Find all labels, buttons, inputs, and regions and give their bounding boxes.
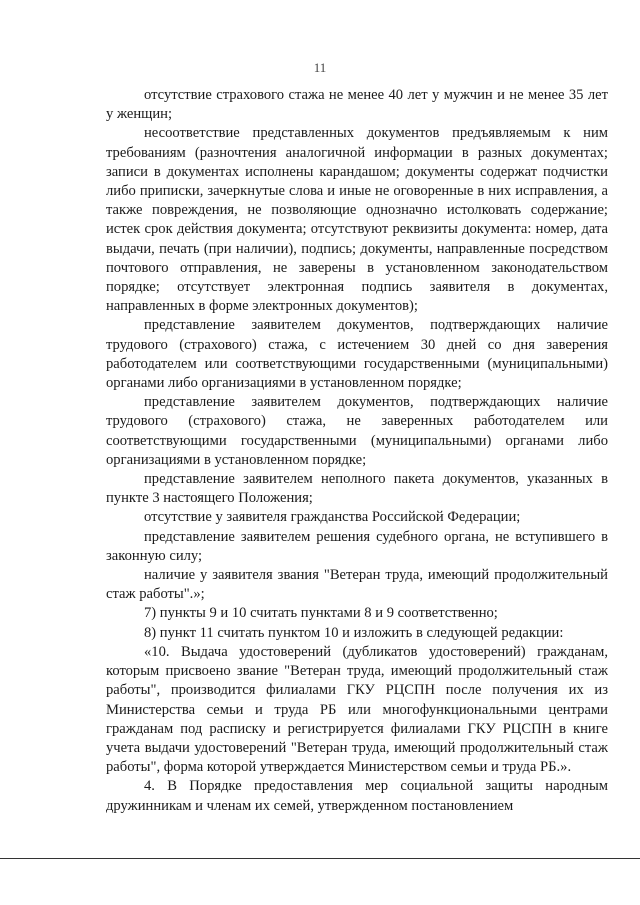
paragraph: представление заявителем документов, подтверждающих наличие трудового (страхового) стажа, не заверенных работодателем или соответствующими государственными (муниципальными) органами либо организациями в установленном порядке; [106,394,608,468]
paragraph: представление заявителем неполного пакета документов, указанных в пункте 3 настоящего Положения; [106,471,608,507]
paragraph: отсутствие страхового стажа не менее 40 лет у мужчин и не менее 35 лет у женщин; [106,87,608,123]
paragraph: представление заявителем решения судебного органа, не вступившего в законную силу; [106,528,608,564]
paragraph: представление заявителем документов, подтверждающих наличие трудового (страхового) стажа, с истечением 30 дней со дня заверения работодателем или соответствующими государственными (муниципальными) органами либо организациями в установленном порядке; [106,317,608,392]
paragraph: наличие у заявителя звания "Ветеран труда, имеющий продолжительный стаж работы".»; [106,567,608,603]
paragraph: 4. В Порядке предоставления мер социальной защиты народным дружинникам и членам их семей, утвержденном постановлением [106,778,608,814]
paragraph: отсутствие у заявителя гражданства Российской Федерации; [144,509,521,526]
paragraph: 8) пункт 11 считать пунктом 10 и изложить в следующей редакции: [144,624,564,641]
paragraph: 7) пункты 9 и 10 считать пунктами 8 и 9 соответственно; [144,605,498,622]
document-body [106,86,608,816]
footer-divider [0,858,640,859]
paragraph: несоответствие представленных документов предъявляемым к ним требованиям (разночтения аналогичной информации в разных документах; записи в документах исполнены карандашом; документы содержат подчистки либо приписки, зачеркнутые слова и иные не оговоренные в них исправления, а также повреждения, не позволяющие однозначно истолковать содержание; истек срок действия документа; отсутствуют реквизиты документа: номер, дата выдачи, печать (при наличии), подпись; документы, направленные посредством почтового отправления, не заверены в установленном законодательством порядке; отсутствует электронная подпись заявителя в документах, направленных в форме электронных документов); [106,125,608,315]
paragraph: «10. Выдача удостоверений (дубликатов удостоверений) гражданам, которым присвоено звание "Ветеран труда, имеющий продолжительный стаж работы", производится филиалами ГКУ РЦСПН после получения их из Министерства семьи и труда РБ или многофункциональными центрами гражданам под расписку и регистрируется филиалами ГКУ РЦСПН в книге учета выдачи удостоверений "Ветеран труда, имеющий продолжительный стаж работы", форма которой утверждается Министерством семьи и труда РБ.». [106,643,608,776]
page-number: 11 [313,60,327,75]
